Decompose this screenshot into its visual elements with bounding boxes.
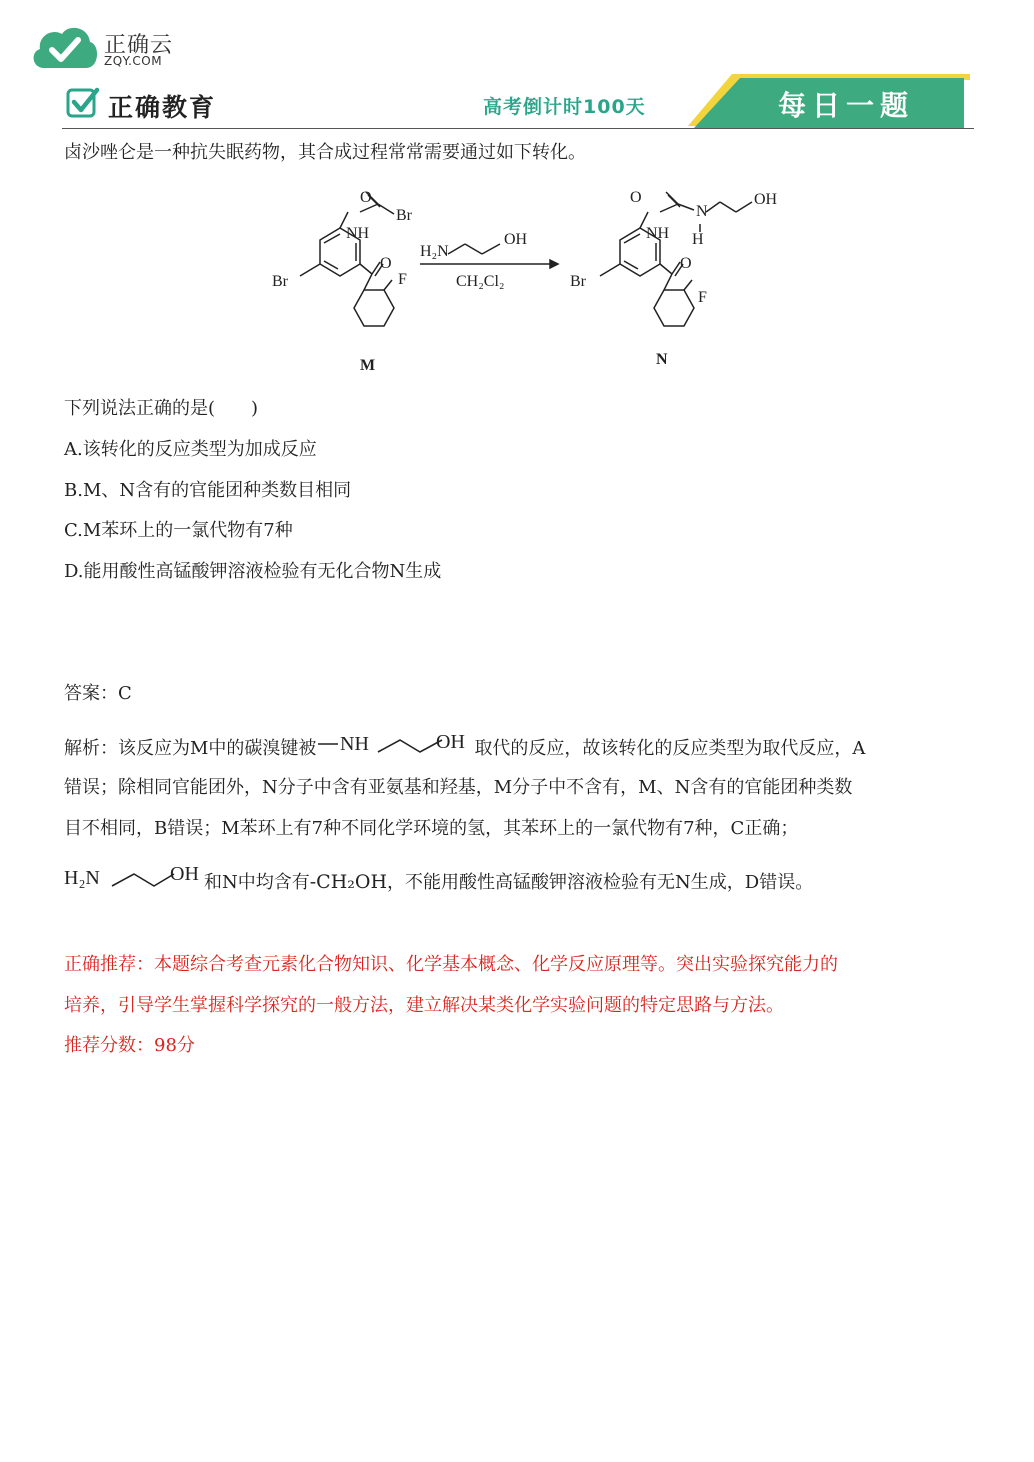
atom-nh-m: NH [346, 225, 370, 242]
brand-title: 正确教育 [108, 93, 217, 122]
answer-label: 答案：C [64, 683, 132, 704]
atom-o-m-ketone: O [380, 255, 392, 272]
atom-h-n: H [692, 231, 704, 248]
atom-f-n: F [698, 289, 707, 306]
check-box-icon [66, 86, 100, 120]
analysis-line-2: 错误；除相同官能团外，N分子中含有亚氨基和羟基，M分子中不含有，M、N含有的官能团种类数 [64, 777, 853, 798]
zqy-logo [30, 22, 190, 74]
ch2oh-group: -CH₂OH [309, 871, 388, 893]
atom-o-n-ketone: O [680, 255, 692, 272]
reagent-solvent: CH₂Cl₂ [456, 273, 505, 290]
recommend-line-1: 正确推荐：本题综合考查元素化合物知识、化学基本概念、化学反应原理等。突出实验探究能力的 [64, 954, 838, 975]
header-divider [62, 128, 974, 129]
banner-title: 每日一题 [778, 89, 915, 122]
nh-ethanol-fragment [316, 730, 474, 768]
atom-f-m: F [398, 271, 407, 288]
structure-oh: OH [170, 864, 199, 885]
analysis-line-4 [64, 864, 813, 902]
analysis-text-4a: 和N中均含有 [204, 872, 310, 893]
atom-o-n: O [630, 189, 642, 206]
structure-h2n: H₂N [64, 867, 100, 889]
reaction-scheme [260, 180, 800, 380]
question-intro: 卤沙唑仑是一种抗失眠药物，其合成过程常常需要通过如下转化。 [64, 142, 586, 163]
recommend-line-2: 培养，引导学生掌握科学探究的一般方法，建立解决某类化学实验问题的特定思路与方法。 [64, 995, 784, 1016]
atom-br-m: Br [272, 273, 288, 290]
cloud-check-icon [30, 22, 100, 72]
analysis-line-3: 目不相同，B错误；M苯环上有7种不同化学环境的氢，其苯环上的一氯代物有7种，C正确； [64, 818, 799, 839]
atom-nh-n: NH [646, 225, 670, 242]
analysis-text-4b: ，不能用酸性高锰酸钾溶液检验有无N生成，D错误。 [387, 872, 814, 893]
reagent-oh: OH [504, 231, 528, 248]
option-b: B.M、N含有的官能团种类数目相同 [64, 480, 352, 501]
recommend-score: 推荐分数：98分 [64, 1035, 195, 1056]
label-m: M [360, 357, 376, 374]
option-c: C.M苯环上的一氯代物有7种 [64, 520, 293, 541]
logo-text-en: ZQY.COM [104, 54, 163, 68]
option-d: D.能用酸性高锰酸钾溶液检验有无化合物N生成 [64, 561, 442, 582]
option-a: A.该转化的反应类型为加成反应 [64, 439, 317, 460]
label-n: N [656, 351, 668, 368]
reagent-h2n: H₂N [420, 243, 449, 260]
analysis-text-1a: 解析：该反应为M中的碳溴键被 [64, 738, 317, 759]
atom-br-m-top: Br [396, 207, 412, 224]
countdown-label: 高考倒计时100天 [483, 96, 646, 118]
question-prompt: 下列说法正确的是( ) [64, 398, 259, 419]
analysis-text-1b: 取代的反应，故该转化的反应类型为取代反应，A [474, 738, 866, 759]
atom-n-n: N [696, 203, 708, 220]
logo-text-cn: 正确云 [104, 33, 174, 58]
atom-oh-n: OH [754, 191, 778, 208]
analysis-line-1 [64, 730, 865, 768]
ethanolamine-structure [64, 864, 204, 902]
fragment-oh: OH [436, 731, 466, 753]
atom-o-m: O [360, 189, 372, 206]
atom-br-n: Br [570, 273, 586, 290]
fragment-nh: NH [340, 733, 370, 755]
